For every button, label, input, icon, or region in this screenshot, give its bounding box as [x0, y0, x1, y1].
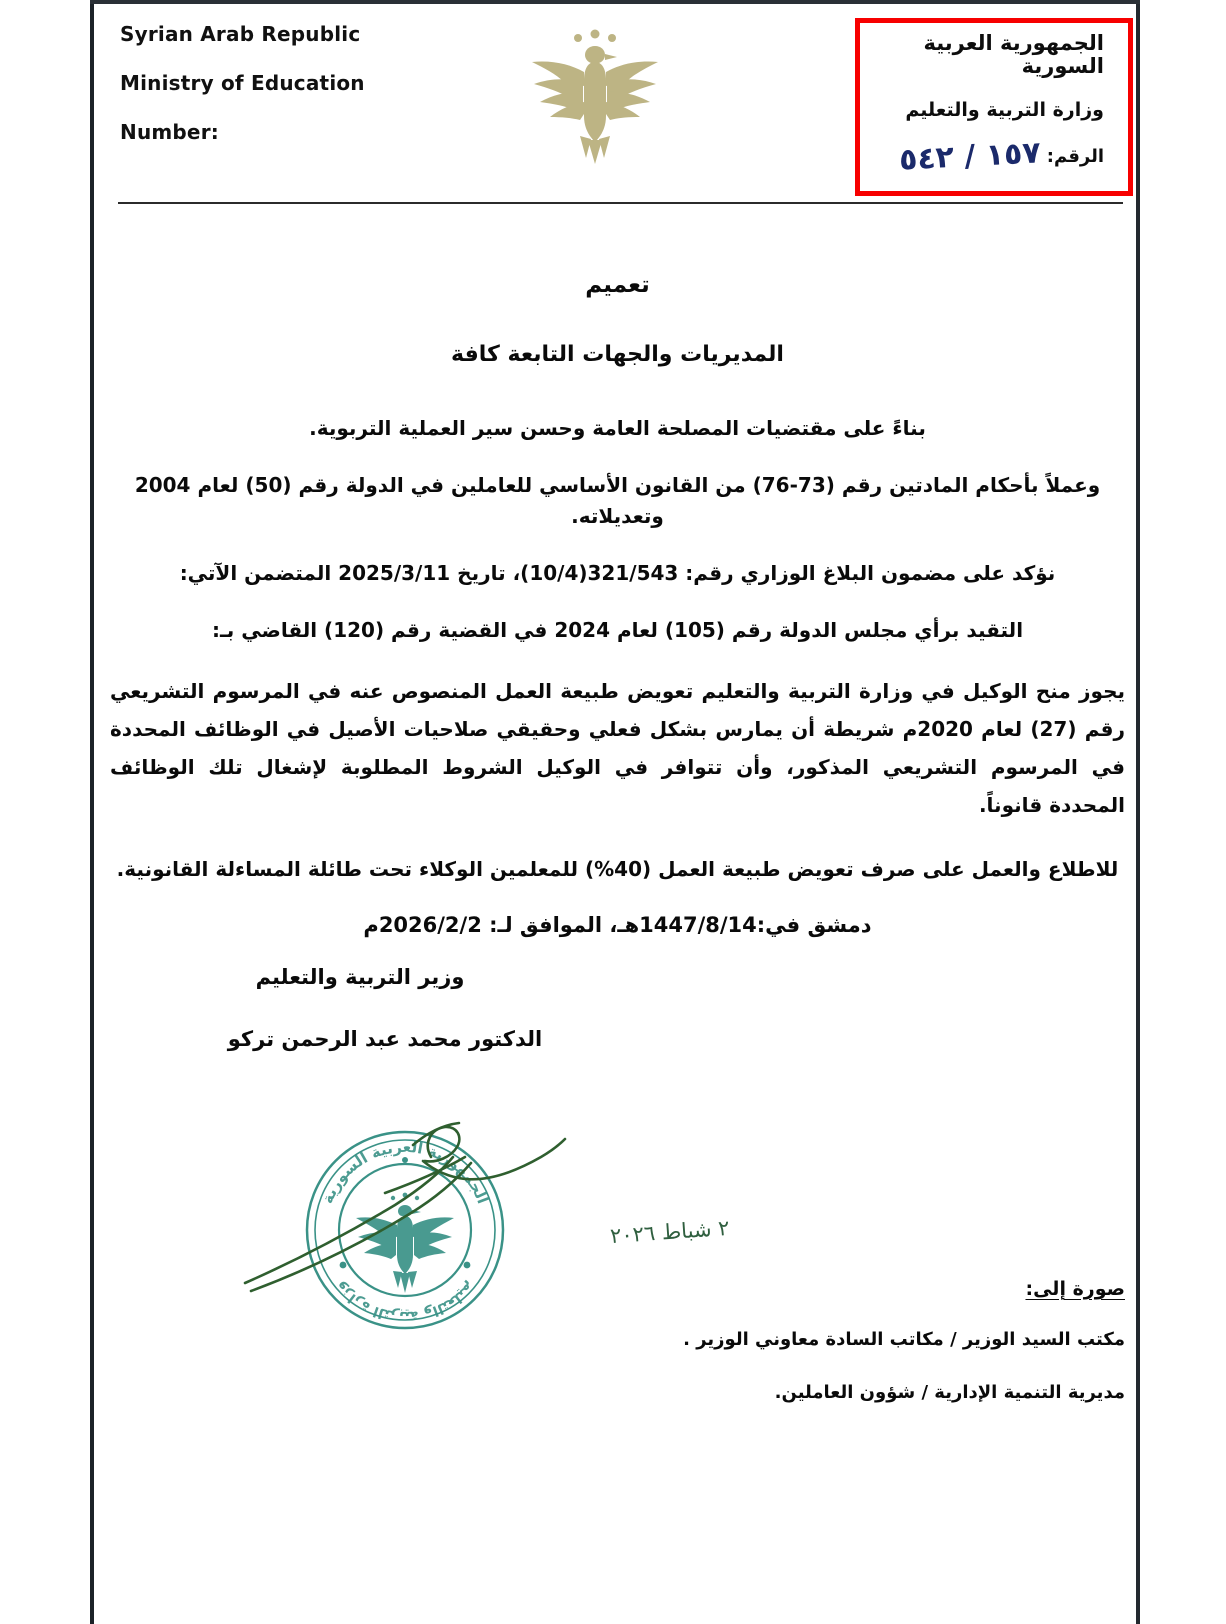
header-ministry-english: Ministry of Education — [120, 71, 365, 95]
sheet-border-right — [1136, 0, 1140, 1624]
document-subtitle: المديريات والجهات التابعة كافة — [451, 342, 784, 367]
header-ministry-arabic: وزارة التربية والتعليم — [905, 99, 1104, 122]
svg-text:الجمهورية العربية السورية: الجمهورية العربية السورية — [318, 1137, 492, 1207]
body-paragraph-1: بناءً على مقتضيات المصلحة العامة وحسن سير العملية التربوية. — [309, 416, 926, 440]
header-country-english: Syrian Arab Republic — [120, 22, 361, 46]
body-date-line: دمشق في:1447/8/14هـ، الموافق لـ: 2026/2/2م — [363, 913, 872, 937]
header-english — [120, 24, 510, 171]
signature-block — [110, 965, 670, 1051]
body-quoted-block: يجوز منح الوكيل في وزارة التربية والتعليم تعويض طبيعة العمل المنصوص عنه في المرسوم التشريعي رقم (27) لعام 2020م شريطة أن يمارس بشكل فعلي وحقيقي صلاحيات الأصيل في الوظائف المحددة في المرسوم التشريعي المذكور، وأن تتوافر في الوكيل الشروط المطلوبة لإشغال تلك الوظائف المحددة قانوناً. — [110, 679, 1125, 817]
body-paragraph-3: نؤكد على مضمون البلاغ الوزاري رقم: 321/543(10/4)، تاريخ 2025/3/11 المتضمن الآتي: — [179, 561, 1056, 585]
sheet-border-left — [90, 0, 94, 1624]
eagle-emblem-icon — [500, 24, 690, 174]
page-margin-left — [0, 0, 90, 1624]
signatory-role: وزير التربية والتعليم — [255, 965, 465, 989]
header-arabic — [860, 22, 1118, 192]
header-number-row — [860, 135, 1104, 178]
distribution-item-1: مكتب السيد الوزير / مكاتب السادة معاوني الوزير . — [683, 1329, 1125, 1350]
body-closing-statement: للاطلاع والعمل على صرف تعويض طبيعة العمل (40%) للمعلمين الوكلاء تحت طائلة المساءلة القانونية. — [116, 857, 1119, 881]
header-number-label-english: Number: — [120, 120, 219, 144]
ministry-seal-icon — [235, 1085, 595, 1335]
header-number-value-handwritten: ١٥٧ / ٥٤٢ — [898, 135, 1042, 178]
document-body — [110, 250, 1125, 962]
signatory-name: الدكتور محمد عبد الرحمن تركو — [227, 1027, 543, 1051]
sheet-border-top — [90, 0, 1140, 4]
document-title: تعميم — [585, 272, 650, 298]
header-number-label-arabic: الرقم: — [1046, 146, 1104, 168]
handwritten-date: ٢ شباط ٢٠٢٦ — [609, 1215, 731, 1249]
header-divider — [118, 202, 1123, 204]
distribution-item-2: مديرية التنمية الإدارية / شؤون العاملين. — [774, 1382, 1125, 1404]
body-paragraph-4: التقيد برأي مجلس الدولة رقم (105) لعام 2024 في القضية رقم (120) القاضي بـ: — [211, 618, 1024, 642]
distribution-list — [640, 1278, 1125, 1435]
header-country-arabic: الجمهورية العربية السورية — [923, 31, 1104, 79]
distribution-title: صورة إلى: — [1025, 1278, 1125, 1300]
body-paragraph-2: وعملاً بأحكام المادتين رقم (73-76) من القانون الأساسي للعاملين في الدولة رقم (50) لعام 2004 وتعديلاته. — [134, 473, 1101, 528]
svg-text:وزارة التربية والتعليم: وزارة التربية والتعليم — [331, 1278, 478, 1325]
